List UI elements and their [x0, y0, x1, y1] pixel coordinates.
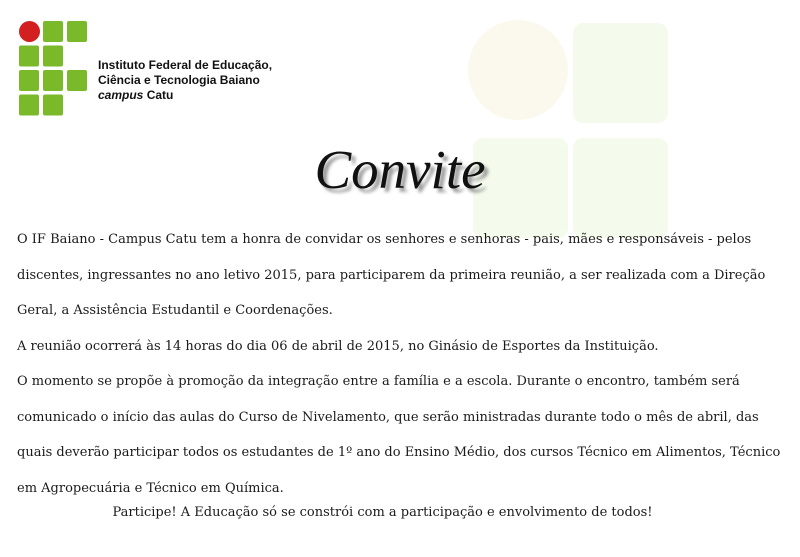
institution-line-1: Instituto Federal de Educação,: [98, 58, 273, 72]
institution-name: [98, 58, 272, 103]
campus-label: campus: [98, 88, 144, 102]
paragraph-invitation: O IF Baiano - Campus Catu tem a honra de convidar os senhores e senhoras - pais, mães e responsáveis - pelos discentes, ingressantes no ano letivo 2015, para participarem da primeira reunião, a ser realizada com a Direção Geral, a Assistência Estudantil e Coordenações.: [17, 232, 766, 318]
campus-name: Catu: [143, 88, 174, 102]
institution-line-3: [98, 88, 272, 103]
logo-watermark: [468, 18, 668, 238]
institution-line-2: Ciência e Tecnologia Baiano: [98, 73, 260, 87]
invitation-body: [17, 222, 787, 506]
if-baiano-logo: [19, 21, 87, 116]
closing-message: Participe! A Educação só se constrói com a participação e envolvimento de todos!: [112, 505, 653, 520]
page-title: Convite: [314, 139, 486, 200]
paragraph-meeting-time: A reunião ocorrerá às 14 horas do dia 06 de abril de 2015, no Ginásio de Esportes da Instituição.: [17, 338, 659, 354]
paragraph-details: O momento se propõe à promoção da integração entre a família e a escola. Durante o encontro, também será comunicado o início das aulas do Curso de Nivelamento, que serão ministradas durante todo o mês de abril, das quais deverão participar todos os estudantes de 1º ano do Ensino Médio, dos cursos Técnico em Alimentos, Técnico em Agropecuária e Técnico em Química.: [17, 374, 781, 496]
